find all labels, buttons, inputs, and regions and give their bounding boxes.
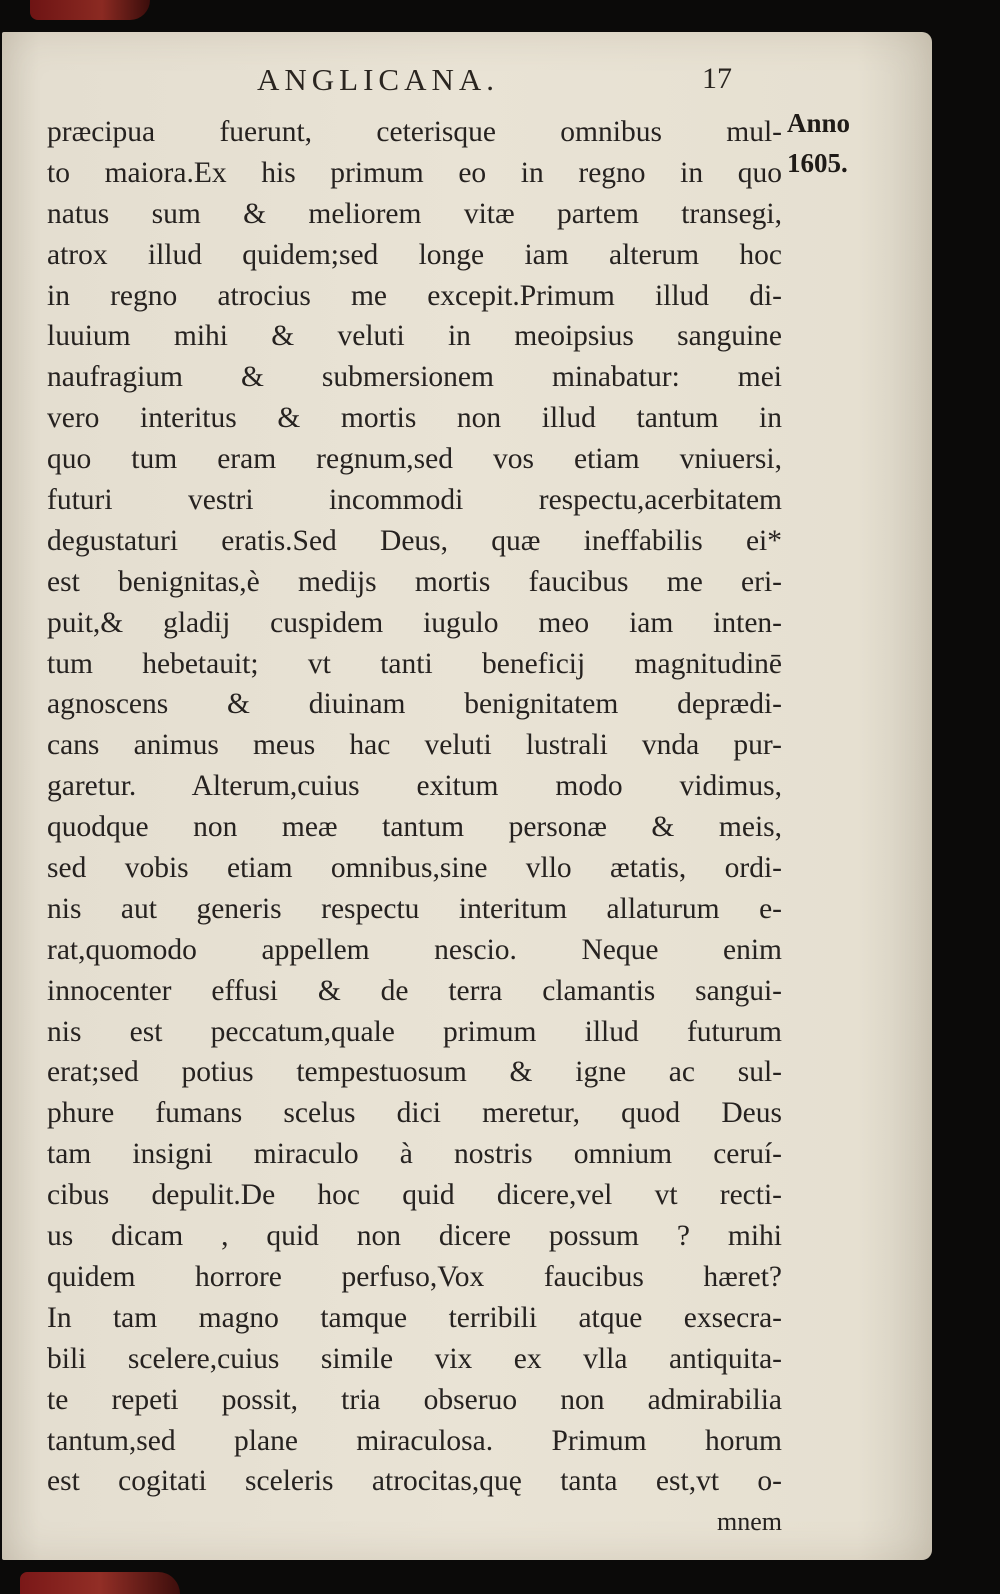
text-line: est cogitati sceleris atrocitas,quę tanta est,vt o-	[47, 1465, 782, 1498]
text-line: luuium mihi & veluti in meoipsius sanguine	[47, 320, 782, 353]
text-line: quodque non meæ tantum personæ & meis,	[47, 811, 782, 844]
text-line: degustaturi eratis.Sed Deus, quæ ineffabilis ei*	[47, 524, 782, 557]
text-line: præcipua fuerunt, ceterisque omnibus mul-	[47, 116, 782, 148]
text-line: tum hebetauit; vt tanti beneficij magnitudinē	[47, 647, 782, 680]
margin-note-anno: Anno	[787, 108, 851, 138]
text-line: rat,quomodo appellem nescio. Neque enim	[47, 933, 782, 966]
text-line: us dicam , quid non dicere possum ? mihi	[47, 1220, 782, 1253]
text-line: futuri vestri incommodi respectu,acerbitatem	[47, 484, 782, 517]
text-line: nis est peccatum,quale primum illud futurum	[47, 1015, 782, 1048]
book-page	[2, 32, 932, 1560]
text-line: phure fumans scelus dici meretur, quod Deus	[47, 1097, 782, 1130]
text-line: garetur. Alterum,cuius exitum modo vidimus,	[47, 770, 782, 803]
text-line: tantum,sed plane miraculosa. Primum horum	[47, 1424, 782, 1457]
text-line: quo tum eram regnum,sed vos etiam vniuersi,	[47, 443, 782, 476]
text-line: puit,& gladij cuspidem iugulo meo iam inten-	[47, 606, 782, 639]
text-line: cibus depulit.De hoc quid dicere,vel vt recti-	[47, 1179, 782, 1212]
text-line: tam insigni miraculo à nostris omnium ceruí-	[47, 1138, 782, 1171]
text-line: innocenter effusi & de terra clamantis sangui-	[47, 974, 782, 1007]
text-line: natus sum & meliorem vitæ partem transegi,	[47, 197, 782, 230]
running-head	[2, 62, 932, 108]
text-line: nis aut generis respectu interitum allaturum e-	[47, 892, 782, 925]
book-binding-top	[30, 0, 150, 20]
margin-note-year: 1605.	[787, 148, 848, 178]
page-number: 17	[702, 62, 732, 95]
text-line: sed vobis etiam omnibus,sine vllo ætatis, ordi-	[47, 852, 782, 885]
text-line: est benignitas,è medijs mortis faucibus me eri-	[47, 565, 782, 598]
text-line: vero interitus & mortis non illud tantum in	[47, 402, 782, 435]
book-binding-bottom	[20, 1572, 180, 1594]
text-line: te repeti possit, tria obseruo non admirabilia	[47, 1383, 782, 1416]
running-title: ANGLICANA.	[257, 62, 500, 97]
text-line: bili scelere,cuius simile vix ex vlla antiquita-	[47, 1342, 782, 1375]
catchword: mnem	[717, 1507, 782, 1537]
text-line: in regno atrocius me excepit.Primum illud di-	[47, 279, 782, 312]
text-line: cans animus meus hac veluti lustrali vnda pur-	[47, 729, 782, 762]
text-line: atrox illud quidem;sed longe iam alterum hoc	[47, 238, 782, 271]
text-line: naufragium & submersionem minabatur: mei	[47, 361, 782, 394]
body-text	[47, 112, 782, 1543]
text-line: quidem horrore perfuso,Vox faucibus hæret?	[47, 1260, 782, 1293]
text-line: In tam magno tamque terribili atque exsecra-	[47, 1301, 782, 1334]
text-line: erat;sed potius tempestuosum & igne ac sul-	[47, 1056, 782, 1089]
text-line: to maiora.Ex his primum eo in regno in quo	[47, 156, 782, 189]
text-line: agnoscens & diuinam benignitatem deprædi-	[47, 688, 782, 721]
